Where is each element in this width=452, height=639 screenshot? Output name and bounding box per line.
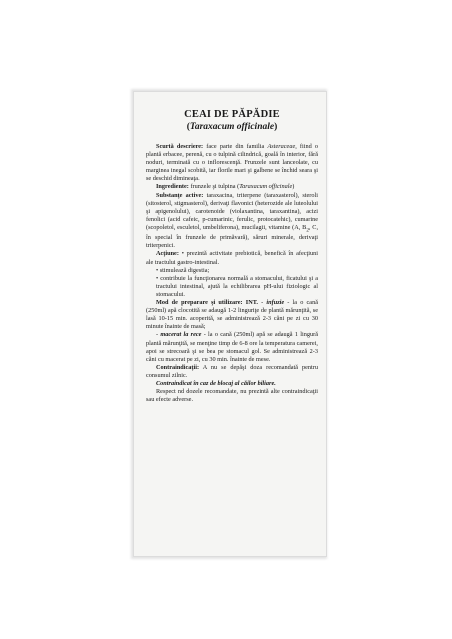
contraindications-paragraph: Contraindicaţii: A nu se depăşi doza recomandată pentru consumul zilnic. — [146, 363, 318, 379]
action-paragraph: Acţiune: • prezintă activitate prebiotică, benefică în afecţiuni ale tractului gastro-intestinal. — [146, 250, 318, 266]
tea-leaflet — [133, 91, 327, 557]
contraindications-label: Contraindicaţii: — [156, 363, 200, 371]
description-paragraph: Scurtă descriere: face parte din familia Asteraceae, fiind o plantă erbacee, perenă, cu o tulpină cilindrică, goală în interior, fără noduri, terminată cu o inflorescenţă. Frunzele sunt lanceolate, cu marginea inegal scobită, iar florile mari şi galbene se închid seara şi se deschid dimineaţa. — [146, 143, 319, 183]
active-substances-paragraph: Substanţe active: taraxacina, triterpene (taraxasterol), steroli (sitosterol, stigmasterol), derivaţi flavonici (heterozide ale luteolului şi apigenolului), carotenoide (violaxantina, taraxantina), acizi fenolici (acid cafeic, p-cumarinic, ferulic, protocatehic), cumarine (scopoletol, esculetol, umbeliferona), mucilagii, vitamine (A, $B_2$, C, în special în frunzele de primăvară), săruri minerale, derivaţi triterpenici. — [146, 191, 319, 250]
ingredients-label: Ingrediente: — [156, 183, 189, 191]
latin-name: Taraxacum officinale — [189, 122, 275, 132]
family-name: Asteraceae — [267, 143, 296, 150]
preparation-label: Mod de preparare şi utilizare: INT. — [156, 299, 258, 307]
action-label: Acţiune: — [156, 250, 179, 258]
maceration-label: macerat la rece — [160, 331, 202, 339]
action-bullet-2: • stimulează digestia; — [156, 266, 210, 274]
document-title: CEAI DE PĂPĂDIE — [184, 109, 280, 120]
preparation-paragraph: Mod de preparare şi utilizare: INT. - infuzie - la o cană (250ml) apă clocotită se adaugă 1-2 linguriţe de plantă mărunţită, se lasă 10-15 min. acoperită, se administrează 2-3 căni pe zi cu 30 minute înainte de masă; — [146, 299, 318, 331]
document-subtitle: (Taraxacum officinale) — [186, 122, 278, 132]
action-bullet-3: • contribuie la funcţionarea normală a stomacului, ficatului şi a tractului intestinal, ajută la echilibrarea pH-ului fiziologic al stomacului. — [156, 274, 318, 298]
ingredients-paragraph: Ingrediente: frunzele şi tulpina (Taraxacum officinale) — [156, 183, 295, 191]
active-substances-label: Substanţe active: — [156, 191, 204, 199]
description-label: Scurtă descriere: — [156, 143, 204, 150]
final-note: Respect nd dozele recomandate, nu prezintă alte contraindicaţii sau efecte adverse. — [146, 388, 318, 404]
infusion-label: infuzie — [266, 299, 285, 307]
biliary-warning: Contraindicat în caz de blocaj al căilor biliare. — [156, 379, 276, 387]
maceration-paragraph: - macerat la rece - la o cană (250ml) apă se adaugă 1 lingură plantă mărunţită, se menţine timp de 6-8 ore la temperatura camerei, apoi se strecoară şi se bea pe stomacul gol. Se administrează 2-3 căni cu macerat pe zi, cu 30 min. înainte de mese. — [146, 331, 318, 363]
